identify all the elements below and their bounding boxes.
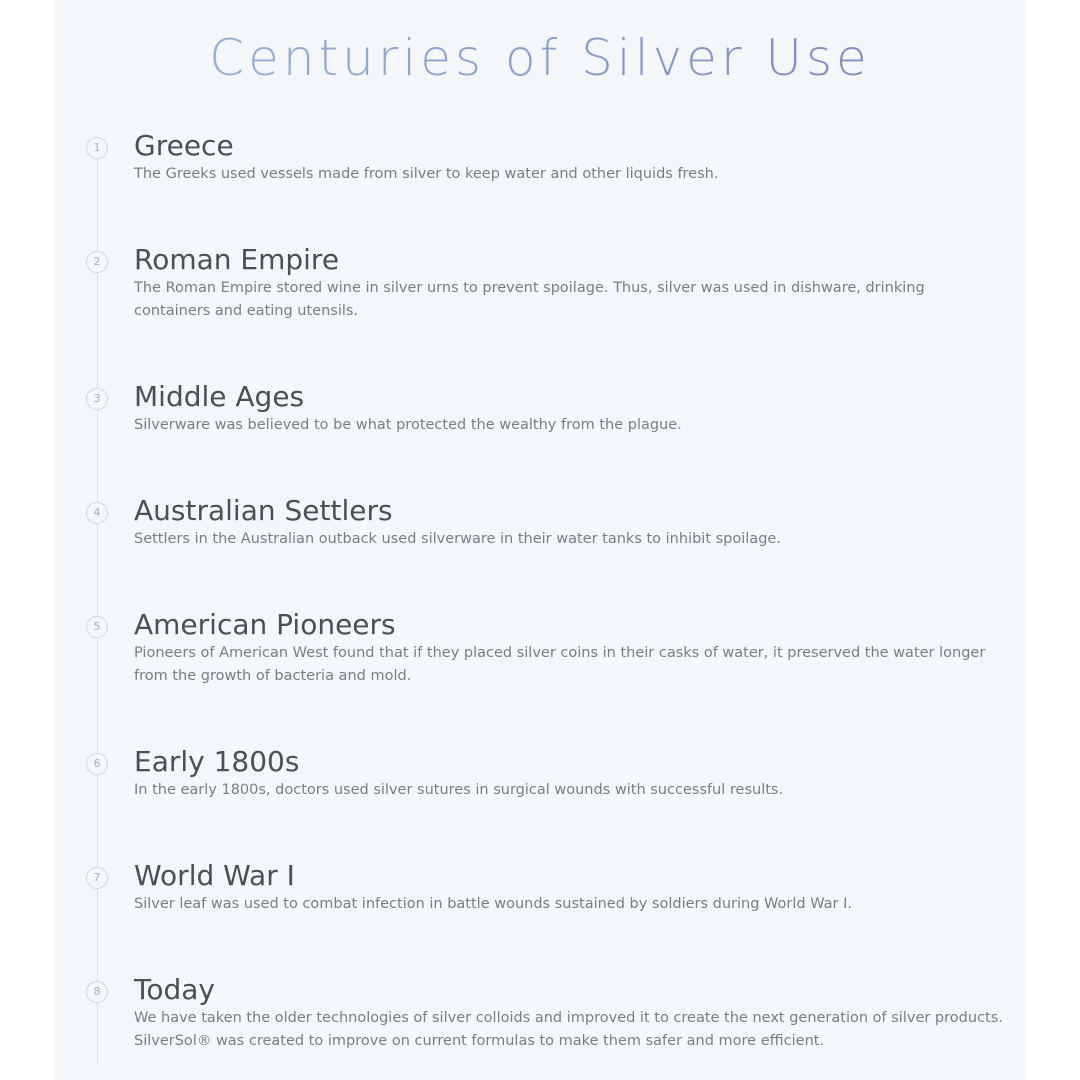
page-title: Centuries of Silver Use [0,26,1080,90]
timeline-item-description: Settlers in the Australian outback used silverware in their water tanks to inhibit spoilage. [134,531,781,547]
timeline-item-heading: Greece [134,129,234,162]
timeline-marker: 4 [86,502,108,524]
timeline-marker: 6 [86,753,108,775]
timeline-item-description: Pioneers of American West found that if they placed silver coins in their casks of water, it preserved the water longer from the growth of bacteria and mold. [134,645,986,684]
timeline-item-heading: Today [134,973,215,1006]
timeline-item-heading: Middle Ages [134,380,305,413]
timeline-item-description: Silverware was believed to be what protected the wealthy from the plague. [134,417,682,433]
timeline-item-description: In the early 1800s, doctors used silver sutures in surgical wounds with successful results. [134,782,784,798]
timeline-item-heading: American Pioneers [134,608,396,641]
timeline-item-description: The Greeks used vessels made from silver to keep water and other liquids fresh. [134,166,719,182]
timeline-marker: 2 [86,251,108,273]
timeline-item-description: Silver leaf was used to combat infection in battle wounds sustained by soldiers during World War I. [134,896,852,912]
timeline-item-heading: Early 1800s [134,745,300,778]
timeline-item-heading: Australian Settlers [134,494,393,527]
timeline-marker: 8 [86,981,108,1003]
timeline-item-description: We have taken the older technologies of silver colloids and improved it to create the next generation of silver products. SilverSol® was created to improve on current formulas to make them safer and more efficient. [134,1010,1003,1049]
timeline-marker: 3 [86,388,108,410]
timeline-marker: 7 [86,867,108,889]
timeline-item-description: The Roman Empire stored wine in silver urns to prevent spoilage. Thus, silver was used in dishware, drinking containers and eating utensils. [134,280,925,319]
timeline-marker: 5 [86,616,108,638]
timeline-item-heading: World War I [134,859,295,892]
timeline-line [97,158,98,1063]
timeline-item-heading: Roman Empire [134,243,340,276]
timeline-marker: 1 [86,137,108,159]
